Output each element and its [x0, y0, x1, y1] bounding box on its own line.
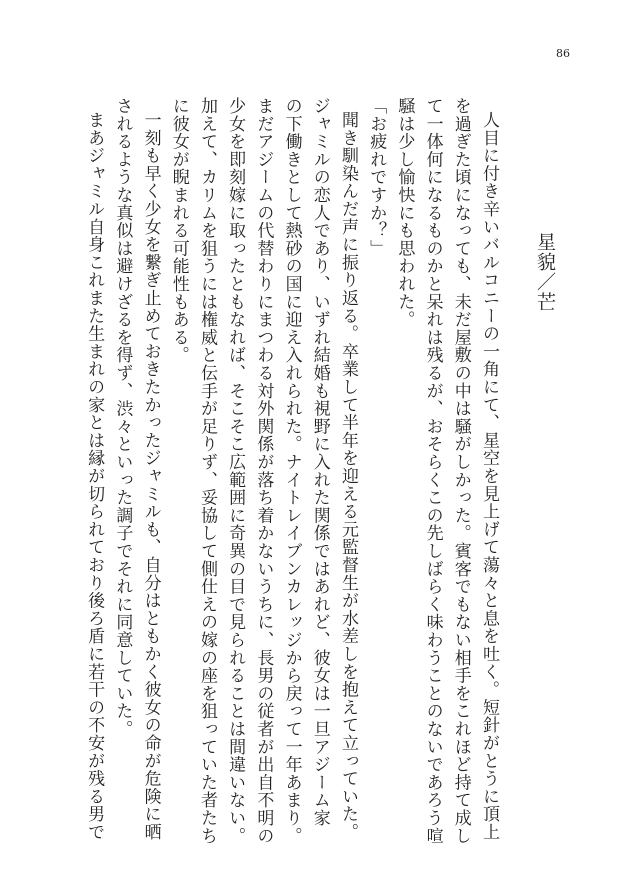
text-line: を過ぎた頃になっても、未だ屋敷の中は騒がしかった。賓客でもない相手をこれほど持て成し [450, 97, 471, 845]
text-line: 「お疲れですか？」 [366, 97, 387, 258]
text-line: 人目に付き辛いバルコニーの一角にて、星空を見上げて蕩々と息を吐く。短針がとうに頂上 [479, 111, 499, 841]
text-line: 騒は少し愉快にも思われた。 [394, 97, 415, 329]
text-line: 加えて、カリムを狙うには権威と伝手が足りず、妥協して側仕えの嫁の座を狙っていた者たち [196, 97, 217, 845]
text-line: 一刻も早く少女を繋ぎ止めておきたかったジャミルも、自分はともかく彼女の命が危険に晒 [140, 111, 161, 841]
text-line: の下働きとして熱砂の国に迎え入れられた。ナイトレイブンカレッジから戻って一年あまり。 [281, 97, 302, 845]
text-line: まあジャミル自身これまた生まれの家とは縁が切られており後ろ盾に若干の不安が残る男で [84, 111, 105, 841]
page-number: 86 [556, 47, 570, 60]
text-line: て一体何になるものかと呆れは残るが、おそらくこの先しばらく味わうことのないであろう喧 [422, 97, 443, 845]
body-text [80, 97, 503, 845]
text-line: 少女を即刻嫁に取ったともなれば、そこそこ広範囲に奇異の目で見られることは間違いない。 [225, 97, 246, 845]
text-line: に彼女が睨まれる可能性もある。 [168, 97, 189, 364]
text-line: されるような真似は避けざるを得ず、渋々といった調子でそれに同意していた。 [112, 97, 133, 738]
text-line: まだアジームの代替わりにまつわる対外関係が落ち着かないうちに、長男の従者が出自不明の [253, 97, 274, 845]
chapter-title: 星貌／芒 [534, 232, 556, 312]
text-line: ジャミルの恋人であり、いずれ結婚も視野に入れた関係ではあれど、彼女は一旦アジーム家 [309, 97, 330, 827]
text-line: 聞き馴染んだ声に振り返る。卒業して半年を迎える元監督生が水差しを抱えて立っていた。 [337, 111, 358, 841]
